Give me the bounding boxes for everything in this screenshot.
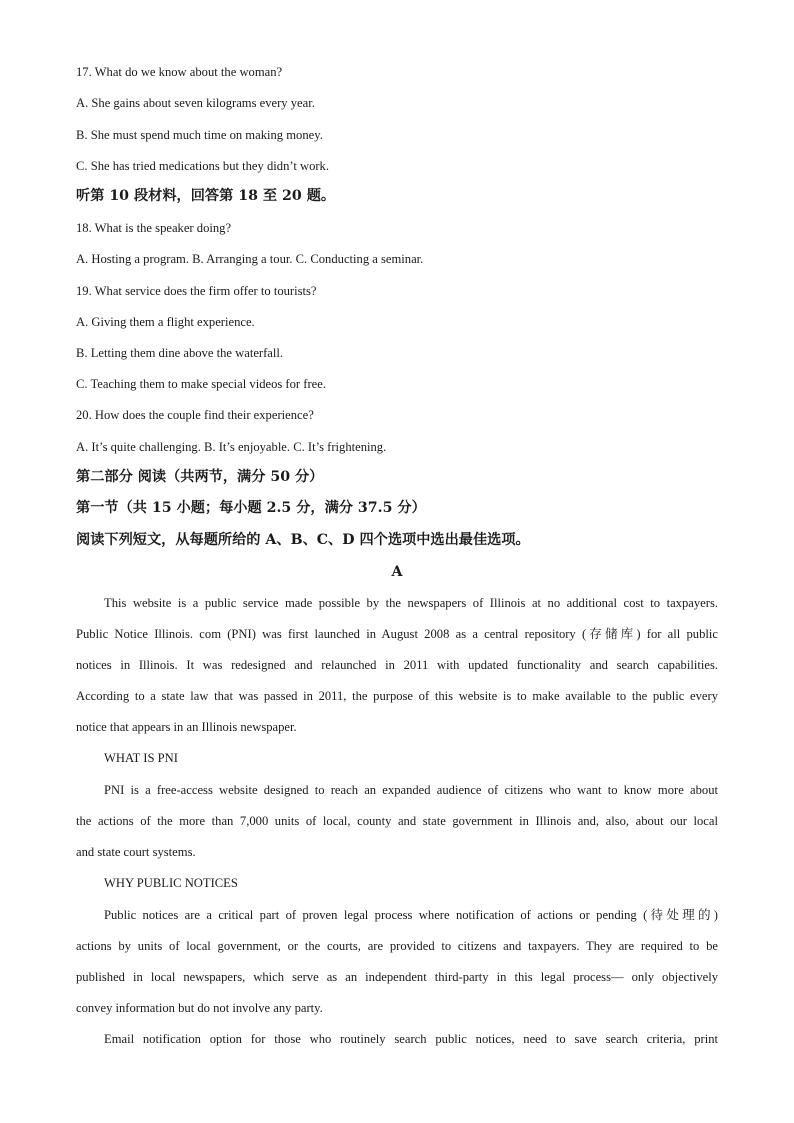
section-10-instruction: 听第 10 段材料，回答第 18 至 20 题。 [76,188,336,204]
paragraph-1-line: This website is a public service made possible by the newspapers of Illinois at no additional cost to taxpayers. [104,596,718,610]
question-19-stem: 19. What service does the firm offer to tourists? [76,284,317,298]
passage-letter: A [391,564,403,580]
paragraph-3-line: convey information but do not involve any party. [76,1001,323,1015]
question-19-option-c: C. Teaching them to make special videos for free. [76,377,326,391]
paragraph-2-line: PNI is a free-access website designed to reach an expanded audience of citizens who want to know more about [104,783,718,797]
heading-what-is-pni: WHAT IS PNI [104,751,178,765]
reading-instruction: 阅读下列短文，从每题所给的 A、B、C、D 四个选项中选出最佳选项。 [76,532,530,548]
paragraph-1-line: notice that appears in an Illinois newspaper. [76,720,297,734]
question-19-option-b: B. Letting them dine above the waterfall. [76,346,284,360]
paragraph-3-line: Public notices are a critical part of proven legal process where notification of actions or pending (待处理的) [104,908,718,922]
paragraph-2-line: and state court systems. [76,845,196,859]
question-19-option-a: A. Giving them a flight experience. [76,315,255,329]
heading-why-public-notices: WHY PUBLIC NOTICES [104,876,238,890]
paragraph-3-line: actions by units of local government, or the courts, are provided to citizens and taxpayers. They are required to be [76,939,718,953]
question-20-stem: 20. How does the couple find their experience? [76,408,314,422]
paragraph-1-line: According to a state law that was passed in 2011, the purpose of this website is to make available to the public every [76,689,718,703]
question-18-stem: 18. What is the speaker doing? [76,221,232,235]
paragraph-1-line: notices in Illinois. It was redesigned and relaunched in 2011 with updated functionality and search capabilities. [76,658,718,672]
question-17-option-c: C. She has tried medications but they didn’t work. [76,159,330,173]
paragraph-2-line: the actions of the more than 7,000 units of local, county and state government in Illinois and, also, about our local [76,814,718,828]
part-2-title: 第二部分 阅读（共两节，满分 50 分） [76,469,324,485]
paragraph-1-line: Public Notice Illinois. com (PNI) was first launched in August 2008 as a central repository (存储库) for all public [76,627,718,641]
question-17-stem: 17. What do we know about the woman? [76,65,283,79]
question-17-option-b: B. She must spend much time on making money. [76,128,323,142]
question-18-options: A. Hosting a program. B. Arranging a tour. C. Conducting a seminar. [76,252,424,266]
paragraph-4-line: Email notification option for those who routinely search public notices, need to save search criteria, print [104,1032,718,1046]
question-17-option-a: A. She gains about seven kilograms every year. [76,96,315,110]
section-1-title: 第一节（共 15 小题；每小题 2.5 分，满分 37.5 分） [76,500,426,516]
question-20-options: A. It’s quite challenging. B. It’s enjoyable. C. It’s frightening. [76,440,387,454]
paragraph-3-line: published in local newspapers, which serve as an independent third-party in this legal process— only objectively [76,970,718,984]
